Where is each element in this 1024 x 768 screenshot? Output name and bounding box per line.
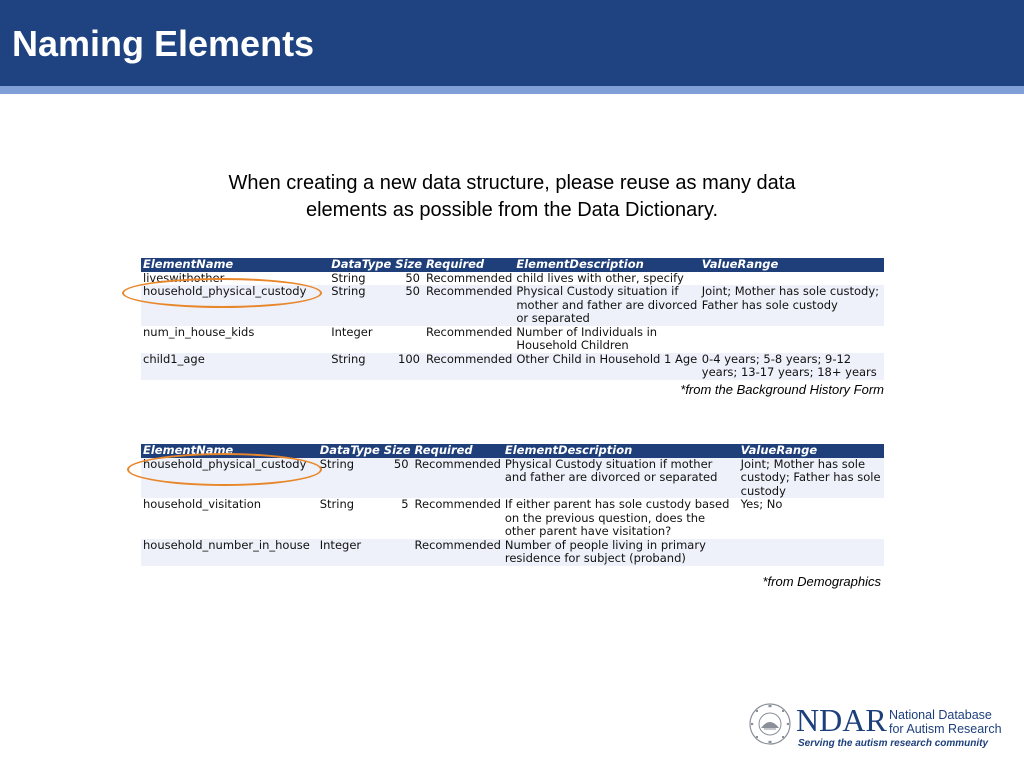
cell-value-range — [739, 539, 884, 566]
cell-value-range — [700, 272, 884, 286]
cell-size: 50 — [382, 458, 413, 499]
intro-text — [140, 170, 884, 224]
cell-required: Recommended — [413, 539, 503, 566]
cell-size — [393, 326, 424, 353]
cell-required: Recommended — [426, 270, 513, 285]
cell-description: Other Child in Household 1 Age — [514, 353, 699, 380]
cell-element-name: household_physical_custody — [141, 285, 329, 326]
cell-required: Recommended — [424, 285, 514, 326]
cell-description: Number of Individuals in Household Children — [516, 324, 658, 352]
data-dictionary-table-background — [141, 258, 884, 380]
cell-description: Physical Custody situation if mother and father are divorced or separated — [503, 458, 739, 499]
cell-size: 50 — [393, 285, 424, 326]
col-header-data-type: DataType — [319, 443, 380, 457]
col-header-required: Required — [424, 258, 514, 272]
cell-element-name: liveswithother — [143, 270, 225, 285]
cell-required: Recommended — [413, 458, 503, 499]
cell-description: Number of people living in primary residence for subject (proband) — [503, 539, 739, 566]
nih-seal-icon — [748, 702, 792, 746]
cell-size: 50 — [405, 270, 420, 285]
table2-caption: *from Demographics — [762, 574, 881, 589]
cell-value-range — [700, 326, 884, 353]
logo-name-line-2: for Autism Research — [889, 722, 1002, 736]
col-header-element-name: ElementName — [141, 258, 329, 272]
table-row — [141, 539, 884, 566]
cell-size: 100 — [393, 353, 424, 380]
table-header-row — [141, 258, 884, 272]
cell-element-name: num_in_house_kids — [143, 324, 255, 339]
cell-value-range: Yes; No — [740, 497, 783, 511]
table-row — [141, 326, 884, 353]
cell-data-type: String — [329, 353, 393, 380]
header-stripe — [0, 86, 1024, 94]
cell-data-type: String — [331, 270, 366, 285]
cell-element-name: household_physical_custody — [141, 458, 318, 499]
cell-required: Recommended — [424, 353, 514, 380]
table-row — [141, 353, 884, 380]
logo-full-name — [889, 708, 1002, 736]
table1-caption: *from the Background History Form — [680, 382, 884, 397]
cell-description: child lives with other, specify — [516, 270, 684, 285]
cell-data-type: String — [319, 497, 355, 511]
cell-data-type: Integer — [331, 324, 373, 339]
slide-header — [0, 0, 1024, 86]
highlight-ellipse — [127, 453, 322, 486]
col-header-data-type: DataType — [331, 257, 392, 271]
cell-required: Recommended — [414, 497, 501, 511]
cell-element-name: household_number_in_house — [141, 539, 318, 566]
cell-size — [382, 539, 413, 566]
intro-line-1: When creating a new data structure, please reuse as many data — [228, 172, 796, 194]
logo-acronym: NDAR — [796, 702, 887, 738]
cell-element-name: household_visitation — [143, 497, 262, 511]
col-header-description: ElementDescription — [503, 444, 739, 458]
cell-value-range: Joint; Mother has sole custody; Father has sole custody — [700, 285, 884, 326]
col-header-description: ElementDescription — [514, 258, 699, 272]
col-header-required: Required — [413, 444, 503, 458]
cell-data-type: String — [329, 285, 393, 326]
logo-tagline: Serving the autism research community — [798, 738, 989, 749]
cell-value-range: Joint; Mother has sole custody; Father has sole custody — [739, 458, 884, 499]
slide-title: Naming Elements — [12, 23, 315, 64]
cell-data-type: String — [318, 458, 382, 499]
cell-size: 5 — [401, 497, 409, 511]
col-header-value-range: ValueRange — [739, 444, 884, 458]
col-header-size: Size — [395, 257, 422, 271]
table-row — [141, 498, 884, 539]
intro-line-2: elements as possible from the Data Dictionary. — [305, 199, 719, 221]
cell-description: If either parent has sole custody based on the previous question, does the other parent have visitation? — [504, 497, 730, 538]
col-header-value-range: ValueRange — [700, 258, 884, 272]
cell-data-type: Integer — [318, 539, 382, 566]
cell-element-name: child1_age — [141, 353, 329, 380]
highlight-ellipse — [122, 278, 322, 308]
logo-name-line-1: National Database — [889, 708, 992, 722]
col-header-element-name: ElementName — [141, 444, 318, 458]
col-header-size: Size — [383, 443, 411, 457]
ndar-logo — [748, 700, 1008, 756]
cell-description: Physical Custody situation if mother and father are divorced or separated — [514, 285, 699, 326]
cell-value-range: 0-4 years; 5-8 years; 9-12 years; 13-17 years; 18+ years — [700, 353, 884, 380]
cell-required: Recommended — [426, 324, 513, 339]
